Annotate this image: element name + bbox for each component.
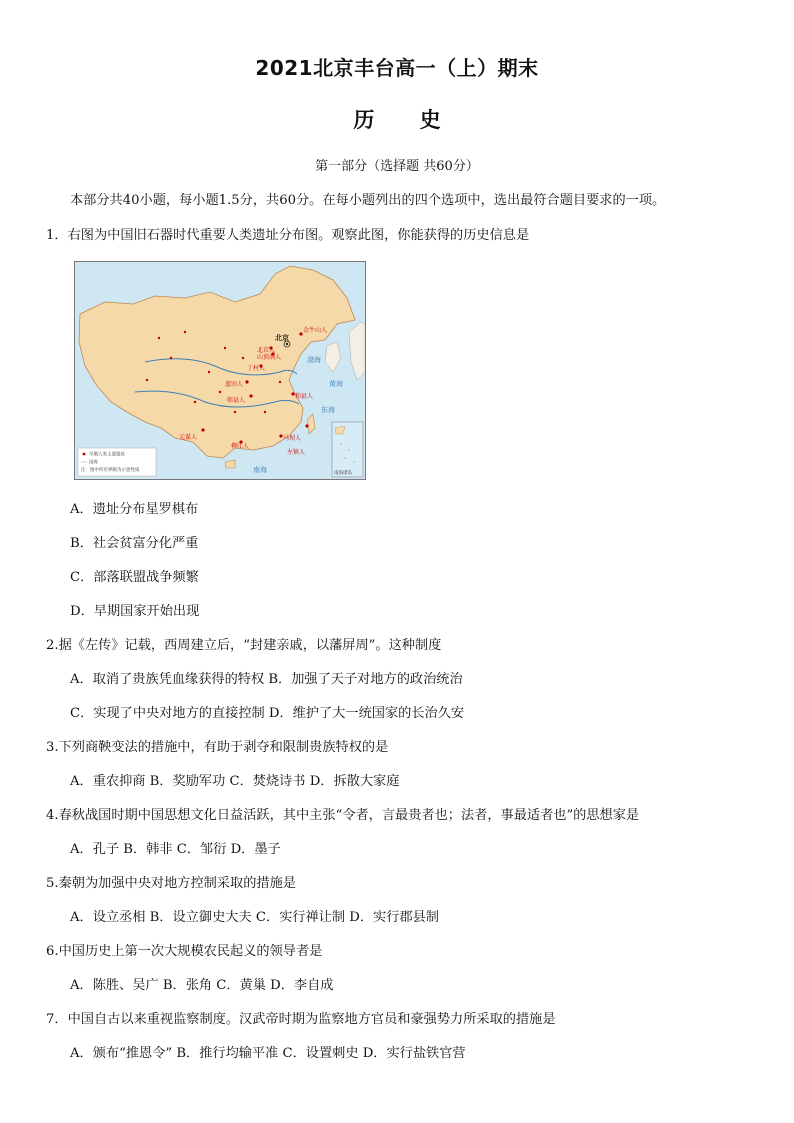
map-sea-label: 南海	[253, 466, 267, 474]
map-inset-label: 南海诸岛	[334, 471, 352, 476]
map-capital-label: 北京	[275, 334, 289, 342]
question-2-stem: 2.据《左传》记载，西周建立后，“封建亲戚，以藩屏周”。这种制度	[46, 638, 442, 653]
question-1-stem: 1．右图为中国旧石器时代重要人类遗址分布图。观察此图，你能获得的历史信息是	[46, 228, 530, 243]
map-sea-label: 黄海	[329, 380, 343, 388]
paleolithic-sites-map	[74, 261, 366, 480]
map-sea-label: 渤海	[307, 356, 321, 364]
map-site-label: 左镇人	[287, 449, 306, 456]
map-site-label: 和县人	[295, 393, 314, 400]
map-site-label: 马坝人	[283, 435, 302, 442]
option-line: A．颁布“推恩令” B．推行均输平准 C．设置刺史 D．实行盐铁官营	[70, 1046, 466, 1061]
map-legend-item: 国界	[89, 460, 98, 466]
map-sea-label: 东海	[321, 406, 335, 414]
map-site-label: 蓝田人	[225, 381, 244, 388]
option-line: A．陈胜、吴广 B．张角 C．黄巢 D．李自成	[70, 978, 334, 993]
map-site-label: 郧县人	[227, 397, 246, 404]
option-line: A．取消了贵族凭血缘获得的特权 B．加强了天子对地方的政治统治	[70, 672, 463, 687]
option-line: A．遗址分布星罗棋布	[70, 502, 199, 517]
option-line: C．实现了中央对地方的直接控制 D．维护了大一统国家的长治久安	[70, 706, 465, 721]
option-line: A．设立丞相 B．设立御史大夫 C．实行禅让制 D．实行郡县制	[70, 910, 439, 925]
subject-title: 历 史	[353, 108, 441, 132]
map-site-label: 北京人	[257, 347, 276, 354]
map-legend-note: 注：图中所有界限为示意性质	[81, 468, 140, 473]
question-6-stem: 6.中国历史上第一次大规模农民起义的领导者是	[46, 944, 323, 959]
option-line: B．社会贫富分化严重	[70, 536, 199, 551]
map-site-label: 元谋人	[179, 434, 198, 441]
page-title: 2021北京丰台高一（上）期末	[255, 56, 539, 80]
map-site-label: 山顶洞人	[257, 354, 282, 361]
map-site-label: 柳江人	[231, 443, 250, 450]
map-site-label: 丁村人	[247, 365, 266, 372]
option-line: C．部落联盟战争频繁	[70, 570, 199, 585]
question-7-stem: 7．中国自古以来重视监察制度。汉武帝时期为监察地方官员和豪强势力所采取的措施是	[46, 1012, 556, 1027]
map-site-label: 金牛山人	[303, 327, 328, 334]
map-legend-item: 早期人类主要遗址	[89, 452, 125, 458]
option-line: D．早期国家开始出现	[70, 604, 200, 619]
option-line: A．孔子 B．韩非 C．邹衍 D．墨子	[70, 842, 281, 857]
section-heading: 第一部分（选择题 共60分）	[315, 159, 479, 174]
instructions: 本部分共40小题，每小题1.5分，共60分。在每小题列出的四个选项中，选出最符合题目要求的一项。	[70, 193, 666, 208]
question-3-stem: 3.下列商鞅变法的措施中，有助于剥夺和限制贵族特权的是	[46, 740, 389, 755]
question-5-stem: 5.秦朝为加强中央对地方控制采取的措施是	[46, 876, 296, 891]
option-line: A．重农抑商 B．奖励军功 C．焚烧诗书 D．拆散大家庭	[70, 774, 400, 789]
question-4-stem: 4.春秋战国时期中国思想文化日益活跃，其中主张“令者，言最贵者也；法者，事最适者也”的思想家是	[46, 808, 640, 823]
